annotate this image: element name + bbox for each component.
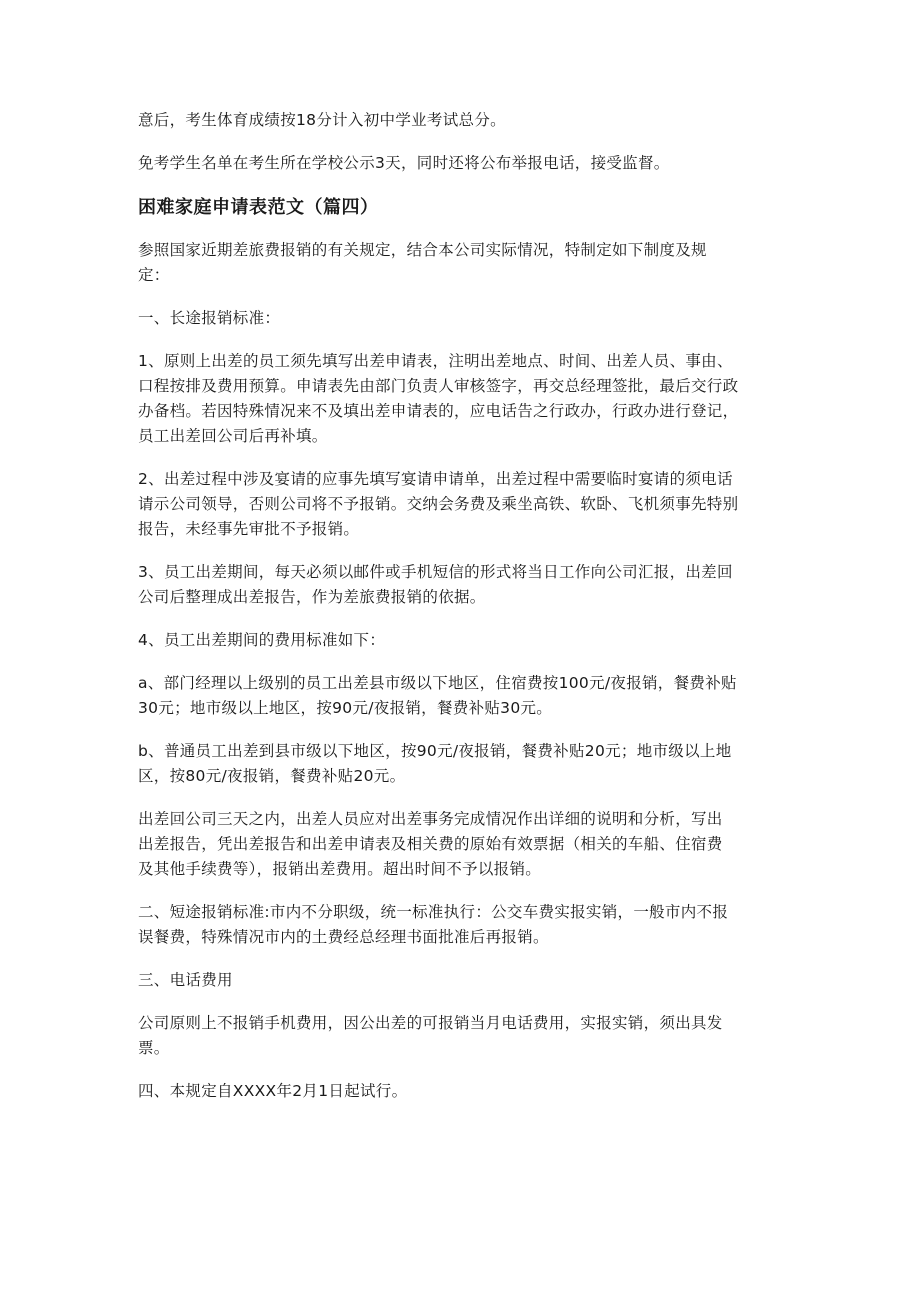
section-heading: 困难家庭申请表范文（篇四） xyxy=(138,197,379,218)
paragraph-9: a、部门经理以上级别的员工出差县市级以下地区，住宿费按100元/夜报销，餐费补贴 30元；地市级以上地区，按90元/夜报销，餐费补贴30元。 xyxy=(138,674,737,717)
paragraph-12: 二、短途报销标准:市内不分职级，统一标准执行：公交车费实报实销，一般市内不报 误餐费，特殊情况市内的土费经总经理书面批准后再报销。 xyxy=(138,903,729,946)
paragraph-1: 意后，考生体育成绩按18分计入初中学业考试总分。 xyxy=(138,111,506,129)
paragraph-6: 2、出差过程中涉及宴请的应事先填写宴请申请单，出差过程中需要临时宴请的须电话 请示公司领导，否则公司将不予报销。交纳会务费及乘坐高铁、软卧、飞机须事先特别 报告，未经事先审批不予报销。 xyxy=(138,470,739,538)
paragraph-8: 4、员工出差期间的费用标准如下： xyxy=(138,631,386,649)
paragraph-5: 1、原则上出差的员工须先填写出差申请表，注明出差地点、时间、出差人员、事由、 口程按排及费用预算。申请表先由部门负责人审核签字，再交总经理签批，最后交行政 办备档。若因特殊情况来不及填出差申请表的，应电话告之行政办，行政办进行登记， 员工出差回公司后再补填。 xyxy=(138,352,739,445)
paragraph-4: 一、长途报销标准： xyxy=(138,309,281,327)
paragraph-14: 公司原则上不报销手机费用，因公出差的可报销当月电话费用，实报实销，须出具发 票。 xyxy=(138,1014,723,1057)
paragraph-3: 参照国家近期差旅费报销的有关规定，结合本公司实际情况，特制定如下制度及规 定： xyxy=(138,241,707,284)
paragraph-10: b、普通员工出差到县市级以下地区，按90元/夜报销，餐费补贴20元；地市级以上地 区，按80元/夜报销，餐费补贴20元。 xyxy=(138,742,732,785)
paragraph-11: 出差回公司三天之内，出差人员应对出差事务完成情况作出详细的说明和分析，写出 出差报告，凭出差报告和出差申请表及相关费的原始有效票据（相关的车船、住宿费 及其他手续费等），报销出差费用。超出时间不予以报销。 xyxy=(138,810,723,878)
document-body xyxy=(138,108,788,1122)
paragraph-13: 三、电话费用 xyxy=(138,971,233,989)
paragraph-2: 免考学生名单在考生所在学校公示3天，同时还将公布举报电话，接受监督。 xyxy=(138,154,670,172)
paragraph-7: 3、员工出差期间，每天必须以邮件或手机短信的形式将当日工作向公司汇报，出差回 公司后整理成出差报告，作为差旅费报销的依据。 xyxy=(138,563,733,606)
paragraph-15: 四、本规定自XXXX年2月1日起试行。 xyxy=(138,1082,408,1100)
